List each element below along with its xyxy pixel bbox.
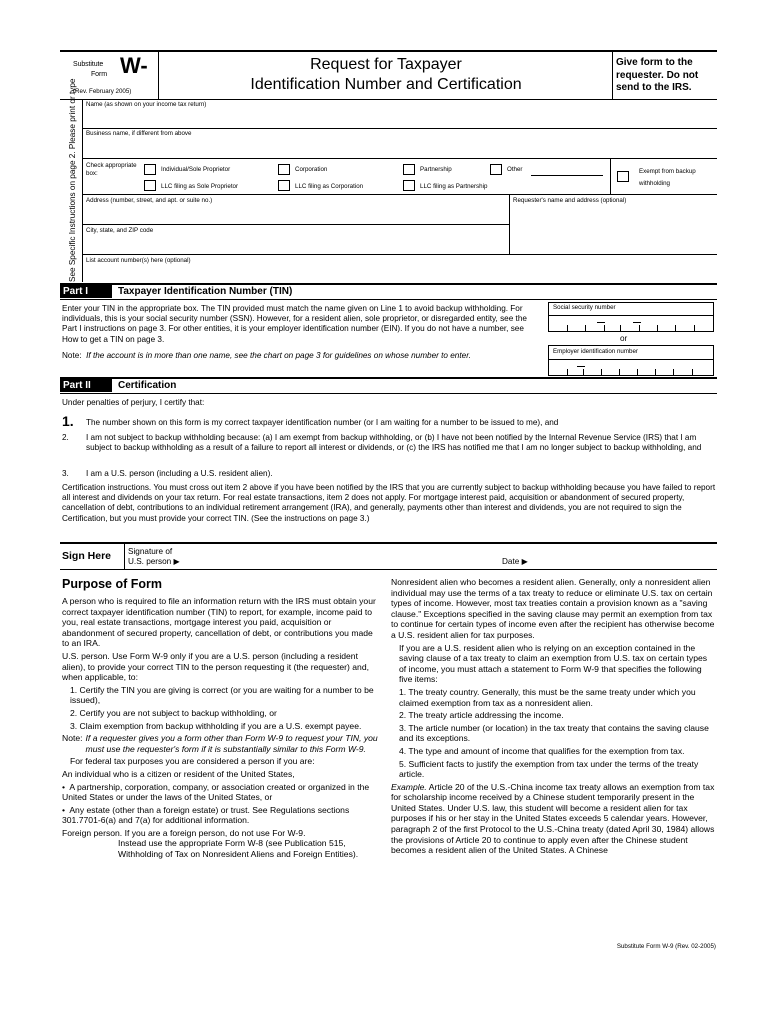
treaty-item-3: 3. The article number (or location) in the tax treaty that contains the saving clause and its exceptions. <box>399 722 709 744</box>
right-column <box>391 577 715 858</box>
part1-instructions: Enter your TIN in the appropriate box. The TIN provided must match the name given on Line 1 to avoid backup withholding. For individuals, this is your social security number (SSN). However, for a resident alien, sole proprietor, or disregarded entity, see the Part I instructions on page 3. For other entities, it is your employer identification number (EIN). If you do not have a number, see How to get a TIN on page 3. <box>62 304 527 344</box>
partnership-checkbox[interactable] <box>403 164 415 175</box>
nonresident-alien-paragraph: Nonresident alien who becomes a resident alien. Generally, only a nonresident alien individual may use the terms of a tax treaty to reduce or eliminate U.S. tax on certain types of income. However, most tax treaties contain a provision known as a "saving clause." Exceptions specified in the saving clause may permit an exemption from tax to continue for certain types of income even after the recipient has otherwise become a U.S. resident alien for tax purposes. <box>391 577 715 640</box>
person-bullet-3 <box>62 805 380 826</box>
item3-text: I am a U.S. person (including a U.S. resident alien). <box>86 469 273 478</box>
requester-label: Requester's name and address (optional) <box>513 197 627 204</box>
corporation-checkbox[interactable] <box>278 164 290 175</box>
form-title-line1: Request for Taxpayer <box>310 56 462 73</box>
purpose-paragraph: A person who is required to file an information return with the IRS must obtain your correct taxpayer identification number (TIN) to report, for example, income paid to you, real estate transactions, mortgage interest you paid, acquisition or abandonment of secured property, cancellation of debt, or contributions you made to an IRA. <box>62 596 376 649</box>
llc-sole-proprietor-checkbox[interactable] <box>144 180 156 191</box>
date-label: Date ▶ <box>502 557 528 566</box>
item3-number: 3. <box>62 469 69 478</box>
example-text: Article 20 of the U.S.-China income tax treaty allows an exemption from tax for scholarship income received by a Chinese student temporarily present in the United States. Under U.S. law, this student will become a resident alien for tax purposes if his or her stay in the United States exceeds 5 calendar years. However, paragraph 2 of the first Protocol to the U.S.-China treaty (dated April 30, 1984) allows the provisions of Article 20 to continue to apply even after the Chinese student becomes a resident alien of the United States. A Chinese <box>391 781 715 856</box>
part1-note <box>62 351 540 361</box>
city-state-zip-label: City, state, and ZIP code <box>86 227 154 234</box>
treaty-item-2: 2. The treaty article addressing the income. <box>399 710 564 721</box>
llc-sole-proprietor-label: LLC filing as Sole Proprietor <box>161 183 239 190</box>
purpose-of-form-heading: Purpose of Form <box>62 577 163 591</box>
city-state-zip-field[interactable] <box>84 236 504 253</box>
llc-partnership-label: LLC filing as Partnership <box>420 183 488 190</box>
resident-alien-paragraph: If you are a U.S. resident alien who is relying on an exception contained in the saving clause of a tax treaty to claim an exemption from U.S. tax on certain types of income, you must attach a statement to Form W-9 that specifies the following five items: <box>399 642 708 685</box>
purpose-note <box>62 733 380 754</box>
give-form-note: Give form to the requester. Do not send to the IRS. <box>616 57 699 93</box>
purpose-note-label: Note: <box>62 733 83 744</box>
other-checkbox[interactable] <box>490 164 502 175</box>
other-line[interactable] <box>531 175 603 176</box>
signature-label: Signature of <box>128 547 173 556</box>
person-bullet-2 <box>62 782 380 803</box>
form-title-line2: Identification Number and Certification <box>250 76 522 93</box>
item2-text: I am not subject to backup withholding because: (a) I am exempt from backup withholding, or (b) I have not been notified by the Internal Revenue Service (IRS) that I am subject to backup withholding as a result of a failure to report all interest or dividends, or (c) the IRS has notified me that I am no longer subject to backup withholding, and <box>86 433 702 453</box>
person-bullet-1: An individual who is a citizen or resident of the United States, <box>62 768 295 779</box>
name-field[interactable] <box>84 110 714 127</box>
form-label: Form <box>91 71 107 78</box>
form-number: W- <box>120 53 148 78</box>
part2-label: Part II <box>60 379 112 392</box>
treaty-item-4: 4. The type and amount of income that qualifies for the exemption from tax. <box>399 745 685 756</box>
person-bullet-3-text: Any estate (other than a foreign estate) or trust. See Regulations sections 301.7701-6(a) and 7(a) for additional information. <box>62 804 350 826</box>
ein-box[interactable] <box>548 345 714 376</box>
item1-number: 1. <box>62 413 74 429</box>
person-bullet-2-text: A partnership, corporation, company, or association created or organized in the United States or under the laws of the United States, or <box>62 781 370 803</box>
foreign-person-paragraph: Foreign person. If you are a foreign person, do not use For W-9. <box>62 827 306 838</box>
bullet-icon: • <box>62 804 70 815</box>
llc-corporation-label: LLC filing as Corporation <box>295 183 364 190</box>
ssn-box[interactable] <box>548 302 714 332</box>
certification-instructions: Certification instructions. You must cross out item 2 above if you have been notified by the IRS that you are currently subject to backup withholding because you have failed to report all interest and dividends on your tax return. For real estate transactions, item 2 does not apply. For mortgage interest paid, acquisition or abandonment of secured property, cancellation of debt, contributions to an individual retirement arrangement (IRA), and generally, payments other than interest and dividends, you are not required to sign the Certification, but you must provide your correct TIN. (See the instructions on page 3.) <box>62 483 716 523</box>
purpose-item-3: 3. Claim exemption from backup withholding if you are a U.S. exempt payee. <box>70 720 362 731</box>
part2-title: Certification <box>118 380 177 391</box>
individual-label: Individual/Sole Proprietor <box>161 166 231 173</box>
exempt-label: Exempt from backup withholding <box>639 168 696 187</box>
part1-title: Taxpayer Identification Number (TIN) <box>118 286 293 297</box>
print-or-type-instructions: See Specific Instructions on page 2. Please print or type <box>68 78 77 282</box>
form-footer: Substitute Form W-9 (Rev. 02-2005) <box>616 943 716 950</box>
item2-number: 2. <box>62 433 69 442</box>
sign-here-label: Sign Here <box>62 550 112 562</box>
address-field[interactable] <box>84 206 504 223</box>
exempt-checkbox[interactable] <box>617 171 629 182</box>
business-name-label: Business name, if different from above <box>86 130 192 137</box>
corporation-label: Corporation <box>295 166 328 173</box>
us-person-label: U.S. person ▶ <box>128 557 180 566</box>
llc-corporation-checkbox[interactable] <box>278 180 290 191</box>
treaty-item-1: 1. The treaty country. Generally, this must be the same treaty under which you claimed exemption from tax as a nonresident alien. <box>399 686 696 708</box>
item1-text: The number shown on this form is my correct taxpayer identification number (or I am waiting for a number to be issued to me), and <box>86 418 559 427</box>
address-label: Address (number, street, and apt. or suite no.) <box>86 197 213 204</box>
us-person-paragraph: U.S. person. Use Form W-9 only if you are a U.S. person (including a resident alien), to provide your correct TIN to the person requesting it (the requester) and, when applicable, to: <box>62 650 369 683</box>
part1-label: Part I <box>60 285 112 298</box>
ein-label: Employer identification number <box>553 348 638 355</box>
name-label: Name (as shown on your income tax return) <box>86 101 207 108</box>
federal-tax-paragraph: For federal tax purposes you are considered a person if you are: <box>70 756 315 767</box>
purpose-item-2: 2. Certify you are not subject to backup withholding, or <box>70 707 277 718</box>
substitute-label: Substitute <box>73 61 104 68</box>
llc-partnership-checkbox[interactable] <box>403 180 415 191</box>
left-column <box>62 596 380 862</box>
purpose-item-1: 1. Certify the TIN you are giving is correct (or you are waiting for a number to be issued), <box>70 684 374 706</box>
or-label: or <box>620 334 628 343</box>
foreign-person-paragraph-cont: Instead use the appropriate Form W-8 (see Publication 515, Withholding of Tax on Nonresident Aliens and Foreign Entities). <box>118 838 359 860</box>
part1-note-label: Note: <box>62 351 82 360</box>
business-name-field[interactable] <box>84 139 714 156</box>
ssn-label: Social security number <box>553 304 616 311</box>
account-numbers-field[interactable] <box>84 266 714 281</box>
purpose-note-text: If a requester gives you a form other than Form W-9 to request your TIN, you must use the requester's form if it is substantially similar to this Form W-9. <box>85 733 378 754</box>
date-field[interactable] <box>538 548 714 566</box>
account-numbers-label: List account number(s) here (optional) <box>86 257 191 264</box>
example-paragraph <box>391 782 715 856</box>
example-label: Example. <box>391 781 427 792</box>
other-label: Other <box>507 166 523 173</box>
signature-field[interactable] <box>200 546 495 566</box>
requester-field[interactable] <box>512 206 715 252</box>
certification-intro: Under penalties of perjury, I certify that: <box>62 398 205 407</box>
individual-checkbox[interactable] <box>144 164 156 175</box>
bullet-icon: • <box>62 781 70 792</box>
partnership-label: Partnership <box>420 166 452 173</box>
part1-note-text: If the account is in more than one name, see the chart on page 3 for guidelines on whose number to enter. <box>86 351 471 360</box>
revision-date: (Rev. February 2005) <box>73 88 132 95</box>
treaty-item-5: 5. Sufficient facts to justify the exemption from tax under the terms of the treaty article. <box>399 758 699 780</box>
check-appropriate-box-label: Check appropriate box: <box>86 162 137 177</box>
